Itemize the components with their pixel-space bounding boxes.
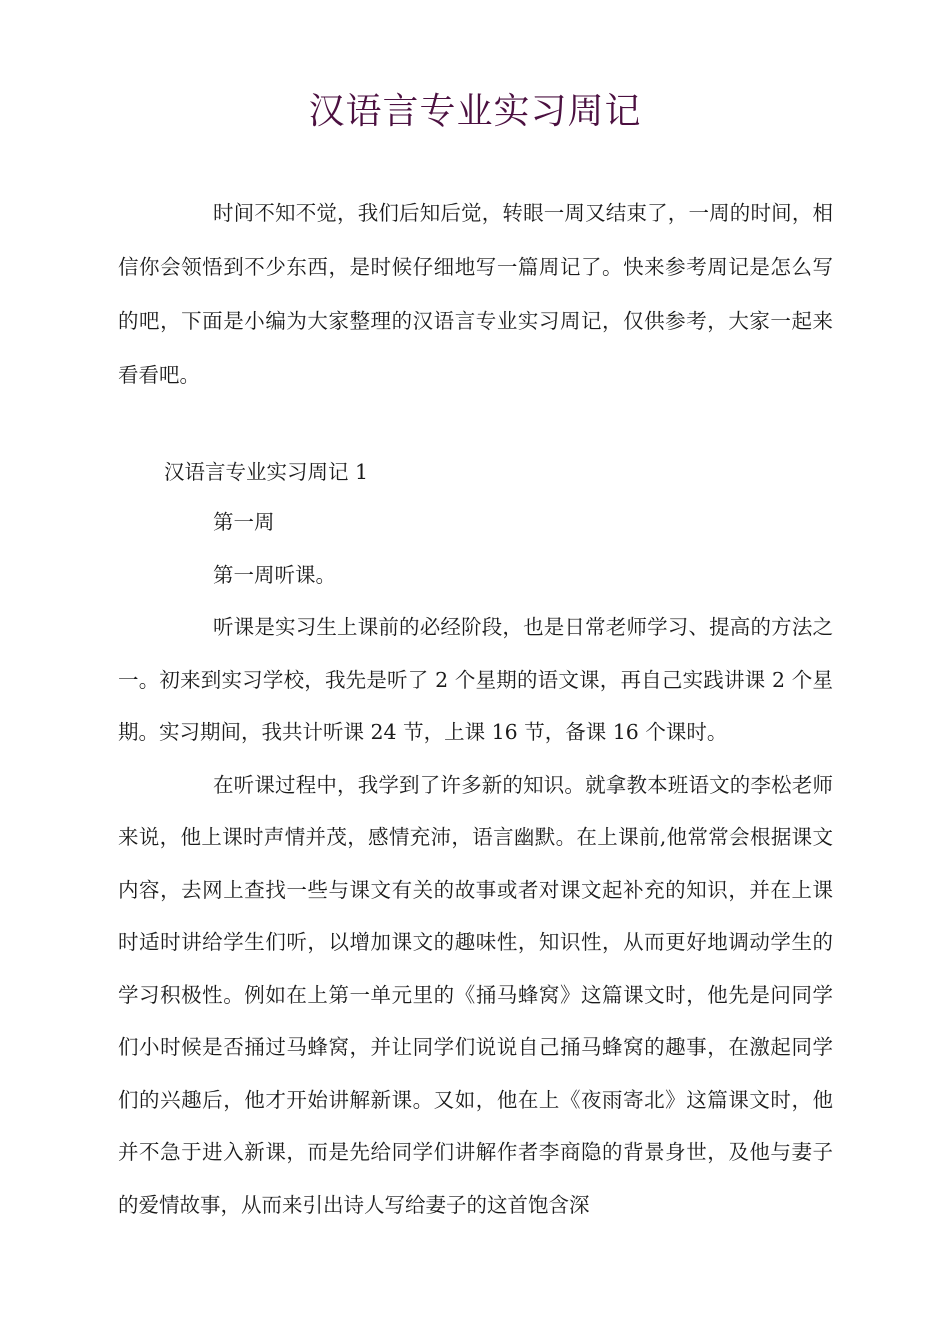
body-paragraph-2: 在听课过程中，我学到了许多新的知识。就拿教本班语文的李松老师来说，他上课时声情并茂，感情充沛，语言幽默。在上课前,他常常会根据课文内容，去网上查找一些与课文有关的故事或者对课文起补充的知识，并在上课时适时讲给学生们听，以增加课文的趣味性，知识性，从而更好地调动学生的学习积极性。例如在上第一单元里的《捅马蜂窝》这篇课文时，他先是问同学们小时候是否捅过马蜂窝，并让同学们说说自己捅马蜂窝的趣事，在激起同学们的兴趣后，他才开始讲解新课。又如，他在上《夜雨寄北》这篇课文时，他并不急于进入新课，而是先给同学们讲解作者李商隐的背景身世，及他与妻子的爱情故事，从而来引出诗人写给妻子的这首饱含深 — [118, 772, 833, 1217]
section-body — [118, 496, 833, 1231]
document-title: 汉语言专业实习周记 — [308, 91, 642, 132]
section-heading: 汉语言专业实习周记 1 — [164, 460, 369, 484]
week-subtitle: 第一周听课。 — [213, 562, 336, 587]
body-paragraph-1: 听课是实习生上课前的必经阶段，也是日常老师学习、提高的方法之一。初来到实习学校，我先是听了 2 个星期的语文课，再自己实践讲课 2 个星期。实习期间，我共计听课 24 节，上课 16 节，备课 16 个课时。 — [118, 615, 833, 744]
intro-paragraph: 时间不知不觉，我们后知后觉，转眼一周又结束了，一周的时间，相信你会领悟到不少东西，是时候仔细地写一篇周记了。快来参考周记是怎么写的吧，下面是小编为大家整理的汉语言专业实习周记，仅供参考，大家一起来看看吧。 — [118, 201, 833, 387]
week-label: 第一周 — [213, 510, 275, 534]
intro-paragraph-block — [118, 186, 833, 402]
